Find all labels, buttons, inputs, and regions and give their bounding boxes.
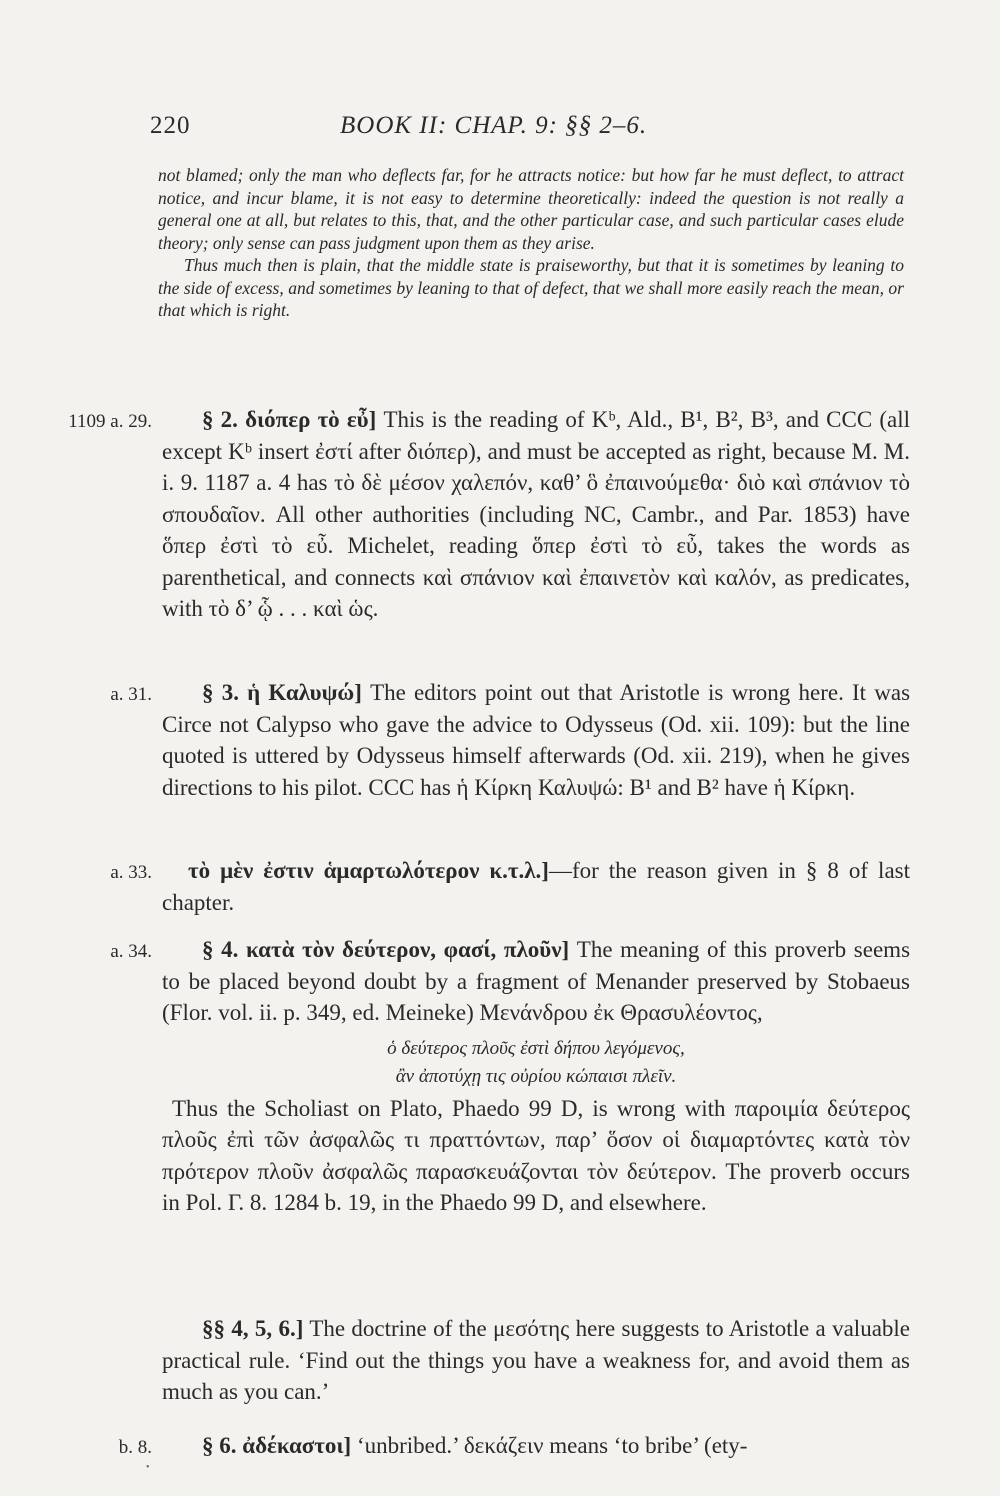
verse-quotation bbox=[162, 1035, 910, 1091]
commentary-note bbox=[162, 934, 910, 1219]
lemma: κατὰ τὸν δεύτερον, φασί, πλοῦν] bbox=[246, 937, 570, 962]
commentary-note bbox=[162, 677, 910, 803]
note-text: The meaning of this proverb seems to be placed beyond doubt by a fragment of Menander preserved by Stobaeus (Flor. vol. ii. p. 349, ed. Meineke) Μενάνδρου ἐκ Θρασυλέοντος, bbox=[162, 937, 911, 1025]
scholiast-paragraph: Thus the Scholiast on Plato, Phaedo 99 D, is wrong with παροιμία δεύτερος πλοῦς ἐπὶ τῶν ἀσφαλῶς τι πραττόντων, παρ’ ὅσον οἱ διαμαρτόντες κατὰ τὸν πρότερον πλοῦν ἀσφαλῶς παρασκευάζονται τὸν δεύτερον. The proverb occurs in Pol. Γ. 8. 1284 b. 19, in the Phaedo 99 D, and elsewhere. bbox=[162, 1095, 910, 1215]
lemma: διόπερ τὸ εὖ] bbox=[245, 407, 377, 432]
margin-reference: a. 33. bbox=[110, 862, 152, 883]
section-mark: § 3. bbox=[202, 680, 239, 705]
margin-reference: 1109 a. 29. bbox=[68, 411, 152, 432]
lemma: §§ 4, 5, 6.] bbox=[202, 1316, 304, 1341]
lemma: ἡ Καλυψώ] bbox=[247, 680, 362, 705]
note-text: ‘unbribed.’ δεκάζειν means ‘to bribe’ (ety- bbox=[356, 1433, 748, 1458]
margin-reference: b. 8. bbox=[118, 1437, 152, 1458]
running-title: BOOK II: CHAP. 9: §§ 2–6. bbox=[340, 112, 648, 139]
translation-block bbox=[158, 164, 904, 322]
commentary-note bbox=[162, 855, 910, 918]
commentary-note bbox=[162, 1430, 910, 1462]
note-text: —for the reason given in § 8 of last chapter. bbox=[162, 858, 910, 915]
verse-line: ἂν ἀποτύχῃ τις οὐρίου κώπαισι πλεῖν. bbox=[395, 1065, 677, 1087]
section-mark: § 6. bbox=[202, 1433, 237, 1458]
section-mark: § 4. bbox=[202, 937, 239, 962]
commentary-note bbox=[162, 404, 910, 625]
translation-paragraph: Thus much then is plain, that the middle state is praiseworthy, but that it is sometimes by leaning to the side of excess, and sometimes by leaning to that of defect, that we shall more easily reach the mean, or that which is right. bbox=[158, 255, 904, 320]
note-text: The doctrine of the μεσότης here suggests to Aristotle a valuable practical rule. ‘Find out the things you have a weakness for, and avoid them as much as you can.’ bbox=[162, 1316, 910, 1404]
print-speck: • bbox=[146, 1462, 150, 1473]
margin-reference: a. 31. bbox=[110, 684, 152, 705]
translation-paragraph: not blamed; only the man who deflects far, for he attracts notice: but how far he must deflect, to attract notice, and incur blame, it is not easy to determine theoretically: indeed the question is not really a general one at all, but relates to this, that, and the other particular case, and such particular cases elude theory; only sense can pass judgment upon them as they arise. bbox=[158, 165, 904, 253]
section-mark: § 2. bbox=[202, 407, 238, 432]
verse-line: ὁ δεύτερος πλοῦς ἐστὶ δήπου λεγόμενος, bbox=[387, 1037, 685, 1059]
note-text: This is the reading of Kᵇ, Ald., B¹, B², B³, and CCC (all except Kᵇ insert ἐστί after διόπερ), and must be accepted as right, because M. M. i. 9. 1187 a. 4 has τὸ δὲ μέσον χαλεπόν, καθ’ ὃ ἐπαινούμεθα· διὸ καὶ σπάνιον τὸ σπουδαῖον. All other authorities (including NC, Cambr., and Par. 1853) have ὅπερ ἐστὶ τὸ εὖ. Michelet, reading ὅπερ ἐστὶ τὸ εὖ, takes the words as parenthetical, and connects καὶ σπάνιον καὶ ἐπαινετὸν καὶ καλόν, as predicates, with τὸ δ’ ᾧ . . . καὶ ὡς. bbox=[162, 407, 910, 621]
lemma: τὸ μὲν ἐστιν ἁμαρτωλότερον κ.τ.λ.] bbox=[188, 858, 549, 883]
margin-reference: a. 34. bbox=[110, 941, 152, 962]
page-number: 220 bbox=[150, 112, 191, 139]
note-text: The editors point out that Aristotle is wrong here. It was Circe not Calypso who gave the advice to Odysseus (Od. xii. 109): but the line quoted is uttered by Odysseus himself afterwards (Od. xii. 219), when he gives directions to his pilot. CCC has ἡ Κίρκη Καλυψώ: B¹ and B² have ἡ Κίρκη. bbox=[162, 680, 911, 800]
commentary-note bbox=[162, 1313, 910, 1408]
lemma: ἀδέκαστοι] bbox=[242, 1433, 352, 1458]
